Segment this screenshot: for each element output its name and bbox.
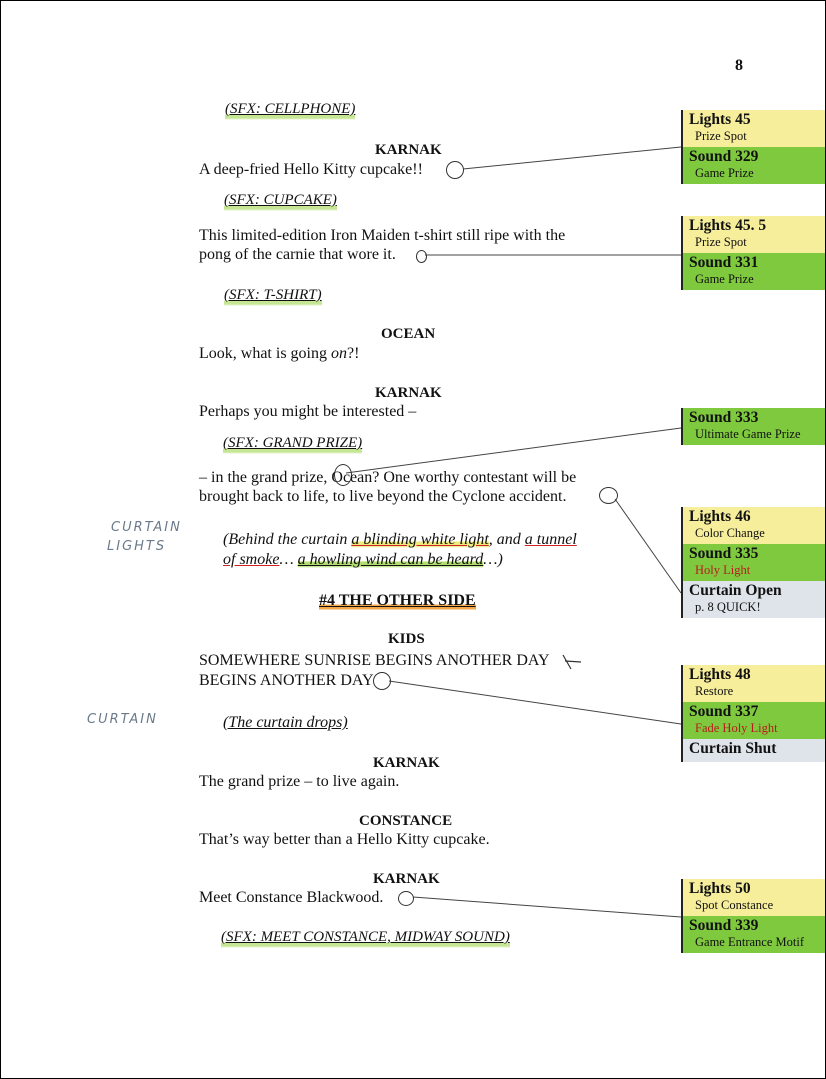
cue-description: Restore [695, 684, 734, 698]
hand-checkmark [563, 655, 581, 669]
dialogue-ocean-pre: Look, what is going [199, 345, 331, 362]
character-ocean: OCEAN [381, 326, 436, 342]
page-number: 8 [735, 57, 743, 74]
sfx-cellphone: (SFX: CELLPHONE) [225, 101, 355, 120]
lights-cue [683, 216, 826, 253]
cue-title: Lights 50 [689, 880, 751, 897]
cue-title: Sound 339 [689, 917, 759, 934]
sound-cue [683, 408, 826, 445]
cue-title: Sound 331 [689, 254, 759, 271]
dialogue-ocean [199, 345, 359, 363]
sound-cue [683, 702, 826, 739]
cue-group-2 [681, 216, 826, 290]
cue-title: Sound 335 [689, 545, 759, 562]
direction-underline-tunnel: a tunnel [524, 531, 577, 548]
direction-text: (Behind the curtain [223, 531, 352, 548]
sound-cue [683, 147, 826, 184]
lights-cue [683, 507, 826, 544]
cue-group-1 [681, 110, 826, 184]
scene-heading: #4 THE OTHER SIDE [319, 592, 476, 609]
lights-cue [683, 879, 826, 916]
direction-text: …) [483, 551, 503, 568]
lyric-line-1: SOMEWHERE SUNRISE BEGINS ANOTHER DAY [199, 652, 550, 669]
dialogue-tshirt-line-2: pong of the carnie that wore it. [199, 246, 396, 263]
lights-cue [683, 665, 826, 702]
cue-circle-mark [398, 891, 414, 906]
dialogue-grand-prize-line-2: brought back to life, to live beyond the Cyclone accident. [199, 488, 567, 505]
direction-behind-curtain-line-1 [223, 531, 577, 549]
cue-circle-mark [416, 250, 427, 263]
sound-cue [683, 253, 826, 290]
direction-highlight-howling-wind: a howling wind can be heard [297, 551, 484, 568]
cue-group-3 [681, 408, 826, 445]
cue-title: Lights 45. 5 [689, 217, 767, 234]
cue-description: Prize Spot [695, 235, 747, 249]
direction-curtain-drops: (The curtain drops) [223, 714, 348, 731]
dialogue-tshirt-line-1: This limited-edition Iron Maiden t-shirt still ripe with the [199, 227, 566, 244]
direction-highlight-white-light: a blinding white light [351, 531, 489, 548]
cue-description: p. 8 QUICK! [695, 600, 761, 614]
cue-title: Lights 45 [689, 111, 751, 128]
curtain-cue [683, 739, 826, 762]
margin-note-lights: LIGHTS [107, 539, 167, 554]
sound-cue [683, 916, 826, 953]
sfx-tshirt: (SFX: T-SHIRT) [224, 287, 322, 306]
cue-circle-mark [446, 161, 464, 179]
cue-circle-mark [373, 672, 391, 690]
cue-title: Lights 48 [689, 666, 751, 683]
cue-description: Color Change [695, 526, 765, 540]
dialogue-constance: That’s way better than a Hello Kitty cupcake. [199, 831, 490, 848]
character-constance: CONSTANCE [359, 813, 453, 829]
cue-group-4 [681, 507, 826, 618]
character-karnak: KARNAK [375, 385, 442, 401]
direction-text: … [279, 551, 298, 568]
direction-underline-smoke: of smoke [223, 551, 280, 568]
dialogue-grand-prize-line-1: – in the grand prize, Ocean? One worthy contestant will be [199, 469, 577, 486]
cue-line-5 [389, 681, 681, 724]
sfx-grand-prize: (SFX: GRAND PRIZE) [223, 435, 362, 454]
character-karnak: KARNAK [375, 142, 442, 158]
cue-title: Sound 333 [689, 409, 759, 426]
cue-line-6 [413, 897, 681, 917]
cue-title: Lights 46 [689, 508, 751, 525]
cue-line-1 [463, 147, 681, 169]
cue-line-3 [346, 428, 681, 473]
character-karnak: KARNAK [373, 871, 440, 887]
curtain-cue [683, 581, 826, 618]
sfx-cupcake: (SFX: CUPCAKE) [224, 192, 337, 211]
cue-description: Spot Constance [695, 898, 774, 912]
cue-description: Prize Spot [695, 129, 747, 143]
dialogue-meet-constance: Meet Constance Blackwood. [199, 889, 384, 906]
cue-description: Game Entrance Motif [695, 935, 804, 949]
cue-description: Holy Light [695, 563, 751, 577]
cue-title: Curtain Shut [689, 740, 777, 757]
cue-title: Sound 337 [689, 703, 759, 720]
dialogue-ocean-emphasis: on [331, 345, 347, 362]
cue-line-4 [615, 499, 681, 593]
cue-description: Ultimate Game Prize [695, 427, 801, 441]
margin-note-curtain: CURTAIN [111, 520, 182, 535]
direction-behind-curtain-line-2 [223, 551, 503, 569]
character-karnak: KARNAK [373, 755, 440, 771]
sfx-meet-constance: (SFX: MEET CONSTANCE, MIDWAY SOUND) [221, 929, 510, 948]
character-kids: KIDS [388, 631, 425, 647]
dialogue-ocean-post: ?! [347, 345, 360, 362]
dialogue-live-again: The grand prize – to live again. [199, 773, 400, 790]
dialogue-perhaps: Perhaps you might be interested – [199, 403, 417, 420]
dialogue-cupcake: A deep-fried Hello Kitty cupcake!! [199, 161, 423, 178]
cue-title: Curtain Open [689, 582, 782, 599]
cue-description: Fade Holy Light [695, 721, 778, 735]
lights-cue [683, 110, 826, 147]
sound-cue [683, 544, 826, 581]
cue-description: Game Prize [695, 166, 754, 180]
cue-group-6 [681, 879, 826, 953]
lyric-line-2: BEGINS ANOTHER DAY [199, 672, 374, 689]
margin-note-curtain: CURTAIN [87, 712, 158, 727]
cue-circle-mark [599, 487, 618, 504]
cue-description: Game Prize [695, 272, 754, 286]
cue-group-5 [681, 665, 826, 762]
direction-text: , and [488, 531, 525, 548]
cue-title: Sound 329 [689, 148, 759, 165]
